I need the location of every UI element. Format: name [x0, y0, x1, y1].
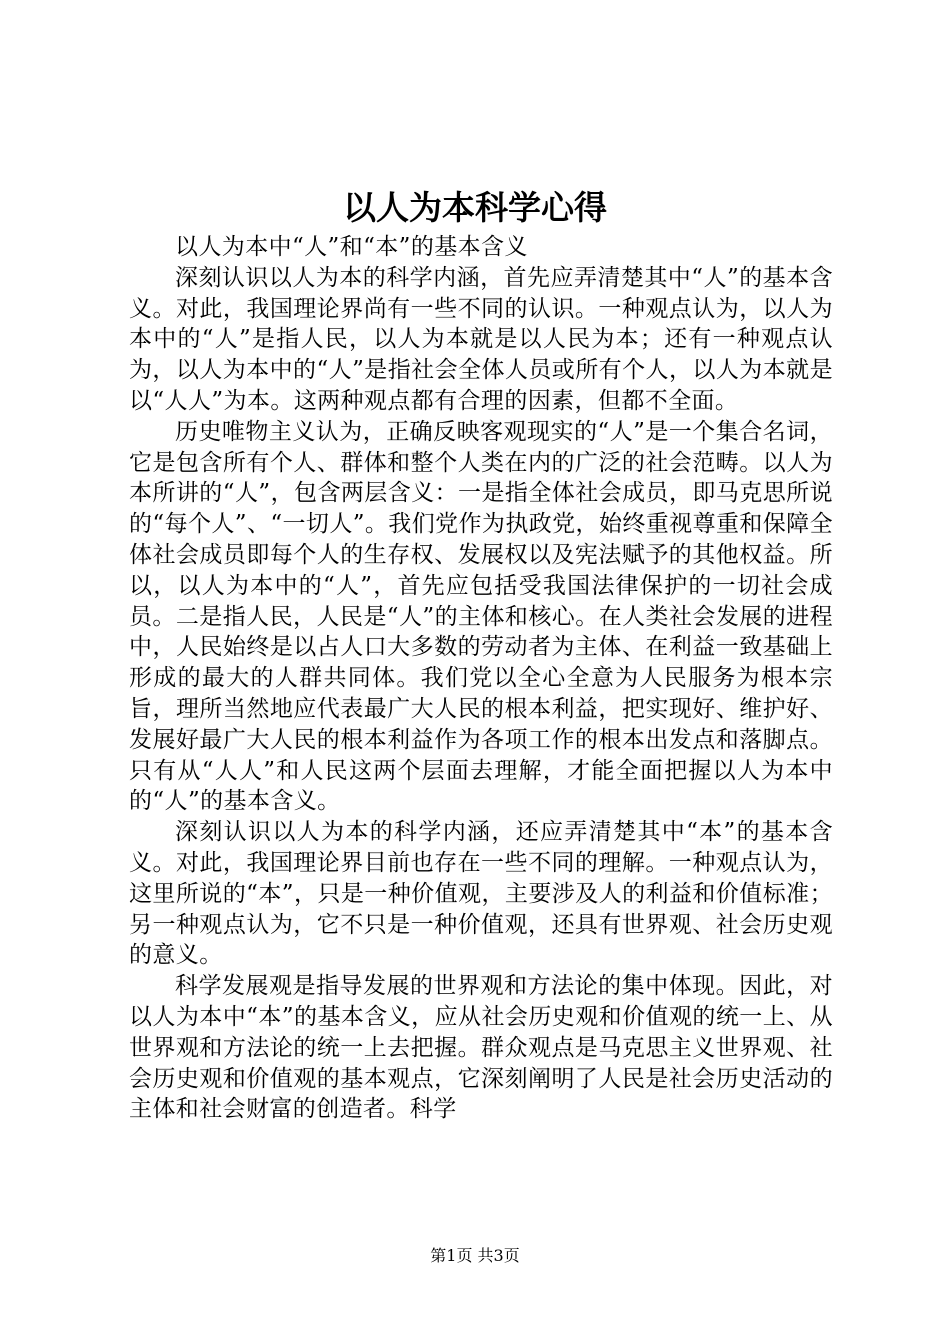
- paragraph: 历史唯物主义认为，正确反映客观现实的“人”是一个集合名词，它是包含所有个人、群体和整个人类在内的广泛的社会范畴。以人为本所讲的“人”，包含两层含义：一是指全体社会成员，即马克思所说的“每个人”、“一切人”。我们党作为执政党，始终重视尊重和保障全体社会成员即每个人的生存权、发展权以及宪法赋予的其他权益。所以，以人为本中的“人”，首先应包括受我国法律保护的一切社会成员。二是指人民，人民是“人”的主体和核心。在人类社会发展的进程中，人民始终是以占人口大多数的劳动者为主体、在利益一致基础上形成的最大的人群共同体。我们党以全心全意为人民服务为根本宗旨，理所当然地应代表最广大人民的根本利益，把实现好、维护好、发展好最广大人民的根本利益作为各项工作的根本出发点和落脚点。只有从“人人”和人民这两个层面去理解，才能全面把握以人为本中的“人”的基本含义。: [129, 418, 833, 815]
- paragraph: 深刻认识以人为本的科学内涵，首先应弄清楚其中“人”的基本含义。对此，我国理论界尚有一些不同的认识。一种观点认为，以人为本中的“人”是指人民，以人为本就是以人民为本；还有一种观点认为，以人为本中的“人”是指社会全体人员或所有个人，以人为本就是以“人人”为本。这两种观点都有合理的因素，但都不全面。: [129, 264, 833, 414]
- page-title: 以人为本科学心得: [343, 188, 607, 227]
- paragraph: 科学发展观是指导发展的世界观和方法论的集中体现。因此，对以人为本中“本”的基本含义，应从社会历史观和价值观的统一上、从世界观和方法论的统一上去把握。群众观点是马克思主义世界观、社会历史观和价值观的基本观点，它深刻阐明了人民是社会历史活动的主体和社会财富的创造者。科学: [129, 973, 833, 1123]
- page-number-footer: 第1页 共3页: [430, 1246, 520, 1265]
- paragraph: 深刻认识以人为本的科学内涵，还应弄清楚其中“本”的基本含义。对此，我国理论界目前也存在一些不同的理解。一种观点认为，这里所说的“本”，只是一种价值观，主要涉及人的利益和价值标准；另一种观点认为，它不只是一种价值观，还具有世界观、社会历史观的意义。: [129, 819, 833, 969]
- document-body: [129, 232, 833, 1125]
- section-subheading: 以人为本中“人”和“本”的基本含义: [175, 234, 528, 260]
